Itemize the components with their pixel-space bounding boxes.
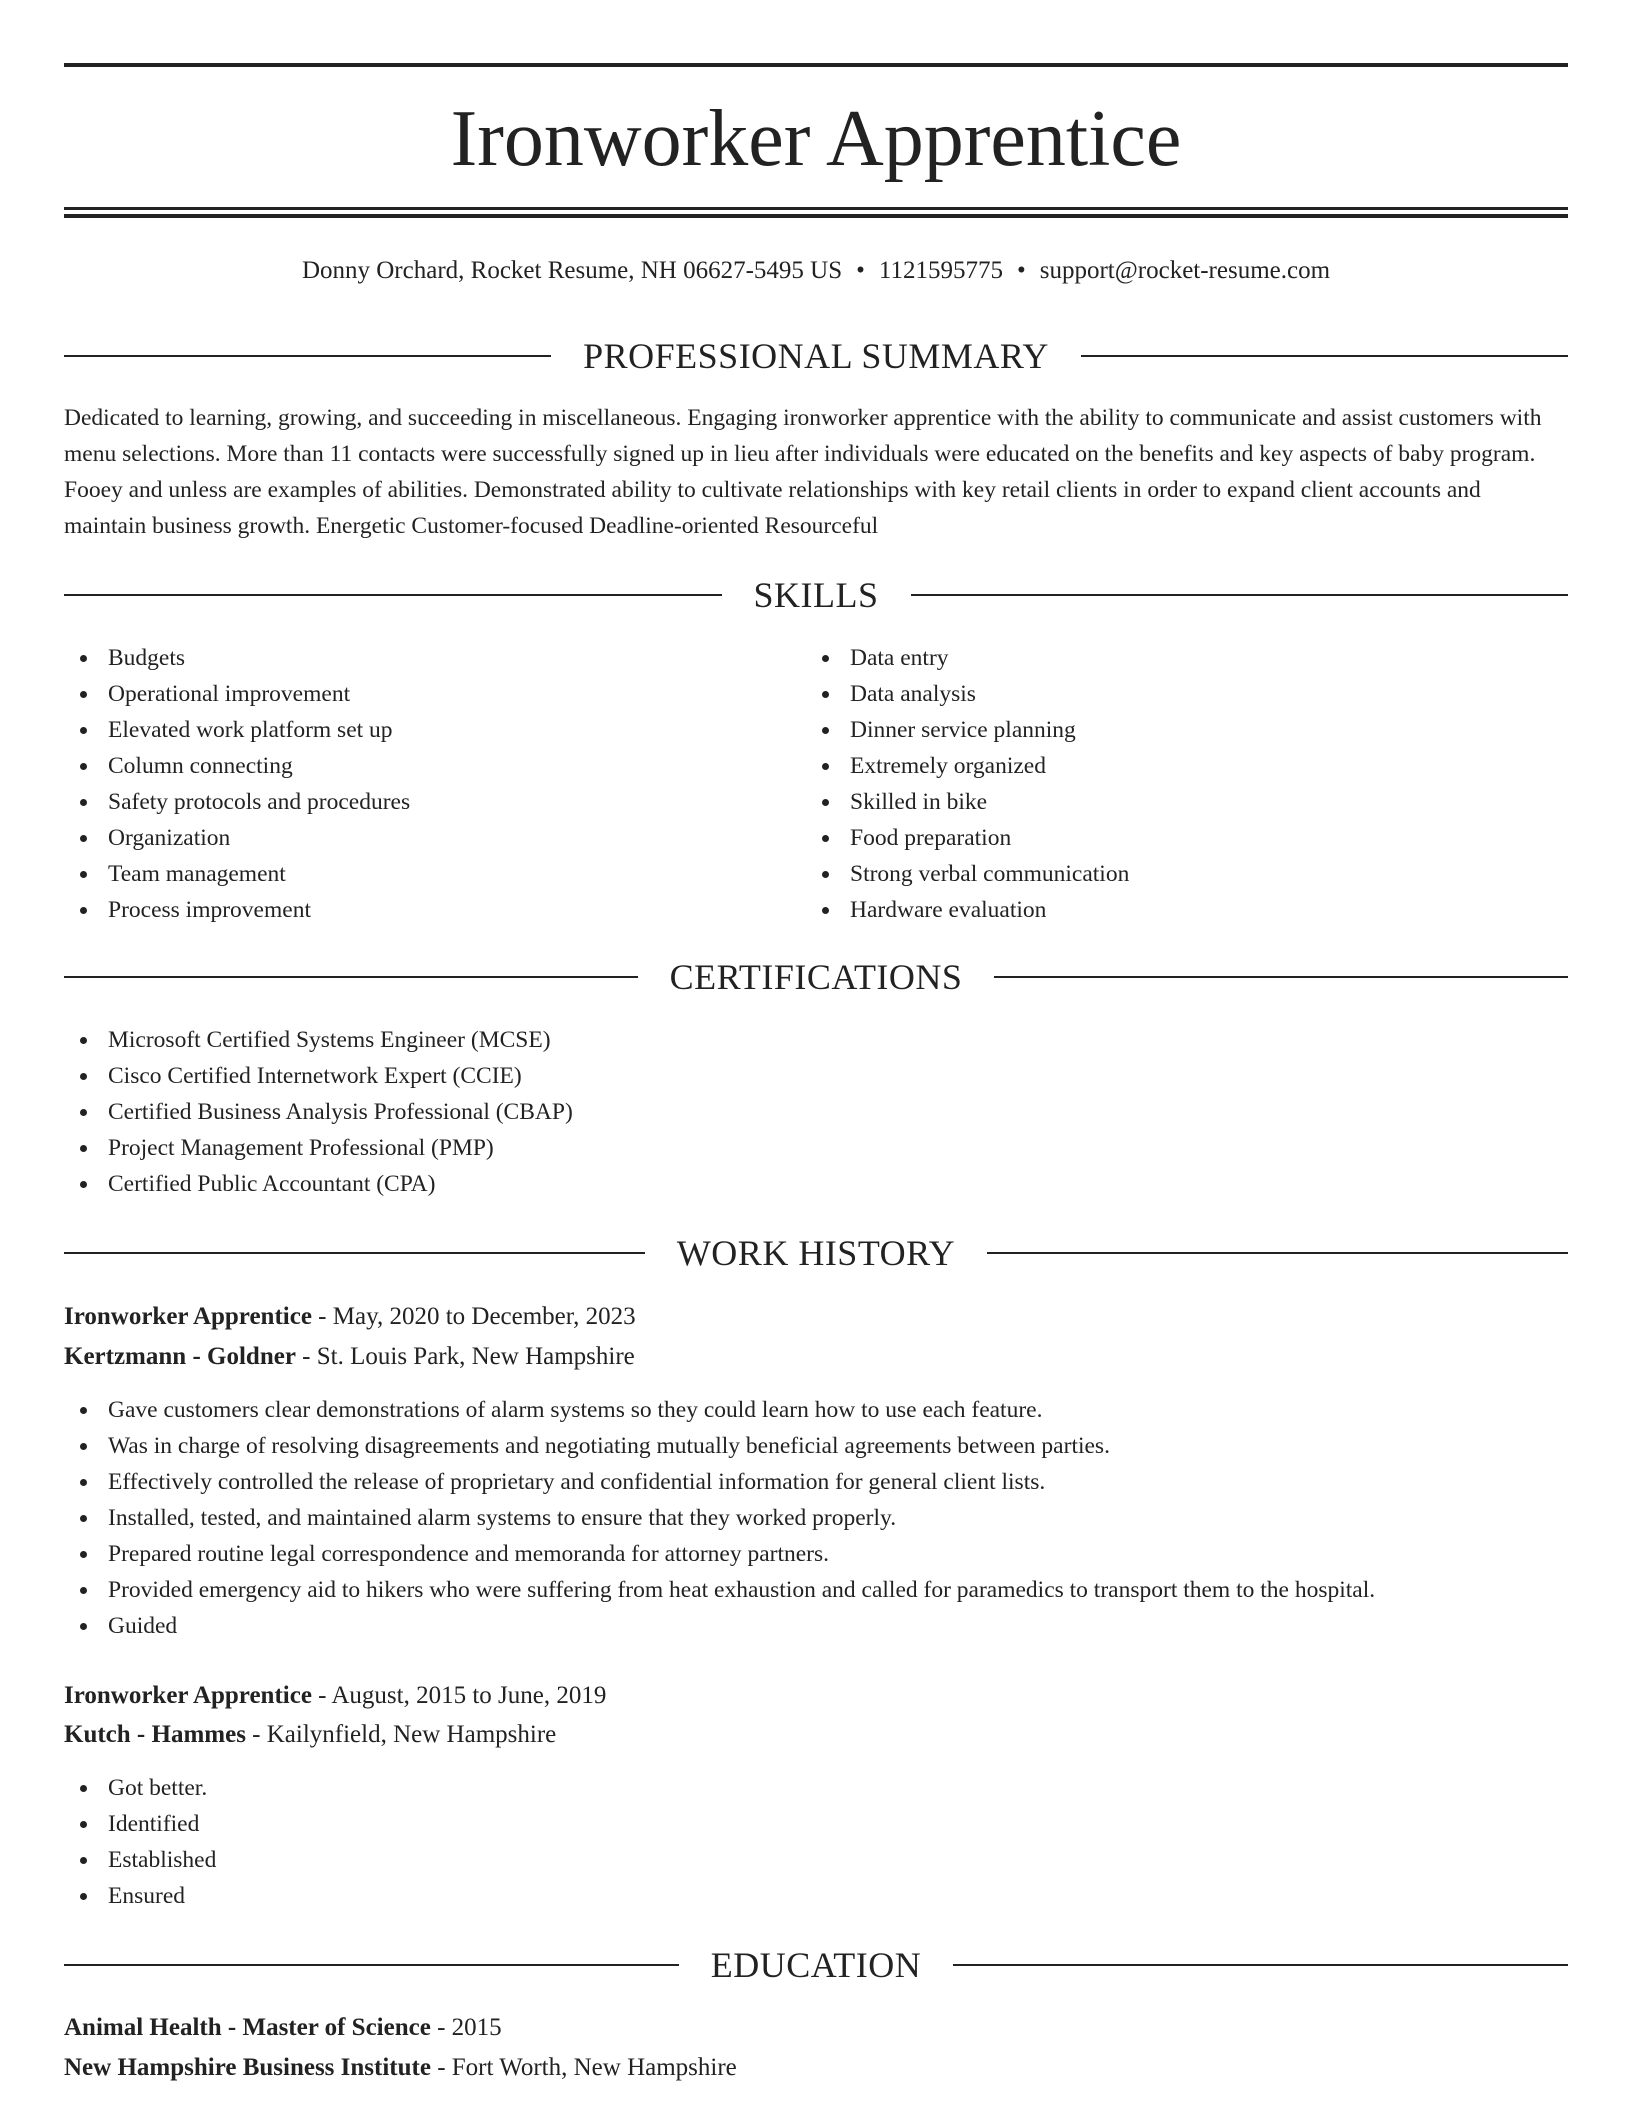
bullet-icon [80,727,87,734]
bullet-icon [822,763,829,770]
bullet-icon [80,1109,87,1116]
list-item-text: Ensured [108,1883,186,1909]
list-item [64,784,804,820]
bullet-icon [80,1893,87,1900]
section-rule-left [64,355,551,357]
list-item [64,856,804,892]
list-item [806,640,1566,676]
bullet-icon [80,1037,87,1044]
job-1-title-line [64,1299,1568,1335]
list-item-text: Operational improvement [108,681,351,707]
list-item [64,1464,1568,1500]
list-item-text: Cisco Certified Internetwork Expert (CCIE) [108,1063,522,1089]
list-item [806,856,1566,892]
bullet-icon [80,799,87,806]
list-item [806,820,1566,856]
list-item [64,1608,1568,1644]
skills-list-left [64,640,804,928]
bullet-icon [80,1145,87,1152]
list-item-text: Certified Business Analysis Professional (CBAP) [108,1099,573,1125]
section-rule-left [64,1964,679,1966]
section-header-summary [64,333,1568,379]
list-item-text: Prepared routine legal correspondence and memoranda for attorney partners. [108,1541,830,1567]
list-item-text: Installed, tested, and maintained alarm systems to ensure that they worked properly. [108,1505,897,1531]
list-item [64,712,804,748]
bullet-icon [80,1551,87,1558]
section-rule-left [64,594,722,596]
bullet-icon [80,871,87,878]
bullet-icon [80,1515,87,1522]
section-rule-right [994,976,1568,978]
section-rule-left [64,1252,645,1254]
list-item [64,748,804,784]
bullet-icon [80,1479,87,1486]
bullet-icon [822,835,829,842]
section-title: EDUCATION [710,1945,922,1985]
title-rule-lower [64,214,1568,218]
contact-separator: • [856,257,865,284]
list-item [64,1536,1568,1572]
job-dates: - August, 2015 to June, 2019 [311,1682,607,1709]
section-header-certifications [64,954,1568,1000]
list-item-text: Column connecting [108,753,293,779]
education-year: - 2015 [430,2014,502,2041]
section-rule-right [987,1252,1568,1254]
bullet-icon [80,763,87,770]
education-degree-line [64,2010,1568,2046]
section-rule-left [64,976,638,978]
bullet-icon [80,907,87,914]
bullet-icon [80,1443,87,1450]
job-employer: Kertzmann - Goldner [64,1343,296,1370]
bullet-icon [822,799,829,806]
list-item [64,1022,1568,1058]
list-item [806,712,1566,748]
list-item [64,676,804,712]
certifications-list [64,1022,1568,1202]
education-degree: Animal Health - Master of Science [64,2014,431,2041]
section-rule-right [1081,355,1568,357]
list-item [806,676,1566,712]
list-item [64,892,804,928]
contact-separator: • [1016,257,1026,284]
list-item [64,1770,1568,1806]
job-dates: - May, 2020 to December, 2023 [311,1303,636,1330]
section-header-skills [64,572,1568,618]
section-header-education [64,1942,1568,1988]
job-location: - St. Louis Park, New Hampshire [295,1343,635,1370]
list-item [64,1806,1568,1842]
bullet-icon [822,691,829,698]
bullet-icon [822,871,829,878]
list-item-text: Dinner service planning [850,717,1076,743]
bullet-icon [80,1857,87,1864]
list-item [64,1166,1568,1202]
list-item-text: Established [108,1847,217,1873]
job-2-bullets [64,1770,1568,1914]
list-item [64,1878,1568,1914]
bullet-icon [80,1073,87,1080]
bullet-icon [822,907,829,914]
list-item [64,1392,1568,1428]
list-item-text: Gave customers clear demonstrations of alarm systems so they could learn how to use each feature. [108,1397,1043,1423]
section-rule-right [953,1964,1568,1966]
contact-email: support@rocket-resume.com [1039,257,1331,284]
list-item [64,1058,1568,1094]
list-item-text: Guided [108,1613,178,1639]
list-item-text: Process improvement [108,897,311,923]
job-title: Ironworker Apprentice [64,1303,312,1330]
bullet-icon [80,835,87,842]
list-item-text: Identified [108,1811,200,1837]
job-2-title-line [64,1678,1568,1714]
list-item [64,1842,1568,1878]
job-1-bullets [64,1392,1568,1644]
job-title: Ironworker Apprentice [64,1682,312,1709]
list-item [64,1428,1568,1464]
bullet-icon [822,727,829,734]
list-item-text: Organization [108,825,231,851]
job-1-employer-line [64,1339,1568,1375]
resume-title: Ironworker Apprentice [450,95,1182,183]
bullet-icon [80,655,87,662]
title-rule-upper [64,207,1568,210]
list-item-text: Microsoft Certified Systems Engineer (MCSE) [108,1027,551,1053]
list-item [64,1094,1568,1130]
education-location: - Fort Worth, New Hampshire [430,2054,737,2081]
list-item [806,748,1566,784]
bullet-icon [80,1821,87,1828]
list-item-text: Extremely organized [850,753,1046,779]
bullet-icon [80,1587,87,1594]
list-item-text: Project Management Professional (PMP) [108,1135,494,1161]
job-location: - Kailynfield, New Hampshire [245,1721,557,1748]
list-item [64,1130,1568,1166]
bullet-icon [80,1407,87,1414]
section-title: WORK HISTORY [676,1233,956,1273]
list-item-text: Safety protocols and procedures [108,789,411,815]
list-item-text: Hardware evaluation [850,897,1047,923]
list-item-text: Data entry [850,645,949,671]
bullet-icon [822,655,829,662]
job-2-employer-line [64,1717,1568,1753]
list-item [806,784,1566,820]
list-item [64,1500,1568,1536]
section-title: SKILLS [753,575,879,615]
bullet-icon [80,691,87,698]
list-item [64,1572,1568,1608]
list-item-text: Was in charge of resolving disagreements and negotiating mutually beneficial agreements between parties. [108,1433,1110,1459]
list-item [64,640,804,676]
list-item [64,820,804,856]
list-item-text: Elevated work platform set up [108,717,393,743]
job-employer: Kutch - Hammes [64,1721,246,1748]
section-header-work-history [64,1230,1568,1276]
list-item-text: Budgets [108,645,186,671]
contact-address: Donny Orchard, Rocket Resume, NH 06627-5495 US [301,257,843,284]
list-item-text: Provided emergency aid to hikers who were suffering from heat exhaustion and called for paramedics to transport them to the hospital. [108,1577,1376,1603]
contact-line [64,254,1568,288]
bullet-icon [80,1623,87,1630]
bullet-icon [80,1181,87,1188]
section-title: CERTIFICATIONS [669,957,963,997]
list-item-text: Team management [108,861,286,887]
section-title: PROFESSIONAL SUMMARY [583,336,1049,376]
education-school: New Hampshire Business Institute [64,2054,431,2081]
list-item-text: Certified Public Accountant (CPA) [108,1171,436,1197]
education-school-line [64,2050,1568,2086]
list-item-text: Food preparation [850,825,1012,851]
section-rule-right [911,594,1569,596]
list-item-text: Strong verbal communication [850,861,1130,887]
list-item-text: Skilled in bike [850,789,988,815]
list-item-text: Got better. [108,1775,208,1801]
skills-list-right [806,640,1566,928]
contact-phone: 1121595775 [878,257,1003,284]
list-item [806,892,1566,928]
bullet-icon [80,1785,87,1792]
summary-text: Dedicated to learning, growing, and succeeding in miscellaneous. Engaging ironworker apprentice with the ability to communicate and assist customers with menu selections. More than 11 contacts were successfully signed up in lieu after individuals were educated on the benefits and key aspects of baby program. Fooey and unless are examples of abilities. Demonstrated ability to cultivate relationships with key retail clients in order to expand client accounts and maintain business growth. Energetic Customer-focused Deadline-oriented Resourceful [64,405,1542,539]
list-item-text: Data analysis [850,681,976,707]
top-rule [64,63,1568,67]
list-item-text: Effectively controlled the release of proprietary and confidential information for general client lists. [108,1469,1046,1495]
